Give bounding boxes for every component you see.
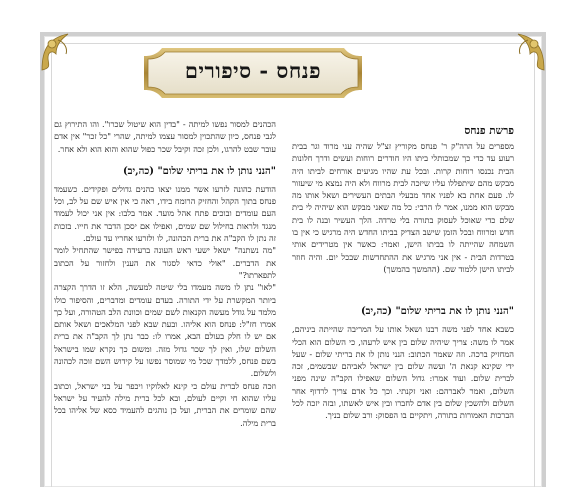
corner-ornament-icon xyxy=(502,30,548,76)
title-plaque xyxy=(140,44,366,102)
intro-paragraph: הכהנים למסור נפשו למיתה - "בדין הוא שיטול שכרו". והו התירוץ גם לגבי פנחס, כיון שהתכוין למסור עצמו למיתה, שהרי "כל זכר" אין אדם עובר שבט להרגו, ולכן זכה וקיבל שכר כפול שהוא והוא הוא ולא אחר. xyxy=(54,119,276,154)
paragraph: הודעת כהונה לזרעו אשר ממנו יצאו כהנים גדולים ופקידים. כשעמד פנחס בתוך הקהל והחזיק הרומח בידו, ראה כי אין איש שם על לב, וכל העם עומדים ובוכים פתח אהל מועד. אמר בלבו: אין אני יכול לעמוד מנגד ולראות בחילול שם שמים, ואפילו אם יסכן הדבר את חייו. בזכות זה נתן לו הקב"ה את ברית הכהונה, לו ולזרעו אחריו עד עולם. xyxy=(54,183,276,244)
left-column xyxy=(54,118,276,458)
corner-ornament-icon xyxy=(38,30,84,76)
right-column xyxy=(292,122,514,452)
page-title: פנחס - סיפורים xyxy=(184,58,322,83)
quote-heading: "הנני נותן לו את בריתי שלום" (כה,יב) xyxy=(360,306,514,318)
quote-body: כשבא אחד לפני משה רבנו ושאל אותו על המריבה שהייתה ביניהם, אמר לו משה: צריך שיהיה שלום בין איש לרעהו, כי השלום הוא הכלי המחזיק ברכה. וזה שאמר הכתוב: הנני נותן לו את בריתי שלום - שעל ידי שקינא קנאת ה' ועשה שלום בין ישראל לאביהם שבשמים, זכה לברית שלום. ועוד אמרו: גדול השלום שאפילו הקב"ה שינה מפני השלום, ואמר לאברהם: ואני זקנתי. וכך כל אדם צריך לרדוף אחר השלום ולהשכין שלום בין אדם לחברו ובין איש לאשתו, ובזה יזכה לכל הברכות האמורות בתורה, ויתקיים בו הפסוק: ורב שלום בניך. xyxy=(292,324,514,421)
section-title: פרשת פנחס xyxy=(464,125,514,137)
quote-heading: "הנני נותן לו את בריתי שלום" (כה,יב) xyxy=(122,165,276,177)
section-body: מספרים על הרה"ק ר' פנחס מקוריץ זצ"ל שהיה עני מרוד וגר בבית רעוע עד כדי כך שמכותלי ביתו היו חודרים רוחות ועשים ודרך חלונות הבית נכנסו רוחות קרות. ובכל עת שהיו מגיעים אורחים לביתו היה מבקש מהם שיתפללו עליו שיזכה לבית מרווח ולא היה נמצא מי שיעזור לו. פעם אחת בא לפניו אחד מבעלי הבתים העשירים ושאל אותו מה מבקש הוא ממנו, אמר לו הרבי: כל מה שאני מבקש הוא שיהיה לי בית שלם כדי שאוכל לעסוק בתורה בלי טרדה. הלך העשיר ובנה לו בית חדש ומרווח ובכל הזמן שישב הצדיק בביתו החדש היה מרגיש כי אין בו השמחה שהייתה לו בביתו הישן, ואמר: כאשר אין מטרידים אותי בטרדות הבית - אין אני מרגיש את ההתחדשות שבכל יום. והיה חוזר לביתו הישן ללמוד שם. (ההמשך בהמשך) xyxy=(292,141,514,274)
paragraph: וזכה פנחס לברית עולם כי קינא לאלוקיו ויכפר על בני ישראל, וכתוב עליו שהוא חי וקיים לעולם, ובא לכל ברית מילה להעיד על ישראל שהם שומרים את הברית, ועל כן נוהגים להעמיד כסא של אליהו בכל ברית מילה. xyxy=(54,380,276,428)
paragraph: "מה נשתנה" ישאל ישעי ראש העונה ברעידה בפישר שהתחיל לומר את הדברים. "אולי כדאי לסגור את הענין ולחזור על הכתוב לתפארתו?" xyxy=(54,245,276,280)
paragraph: "לאו" נתן לו משה מעמדו בלי שיטה למעשה, הלא זו הדרך הקצרה ביותר המקשרת על ידי התורה. בעדם עומדים ומדברים, והסיפור כולו מלמד על גודל מעשה הקנאות לשם שמים וכוונת הלב הטהורה, ועל כך אמרו חז"ל: פנחס הוא אליהו. ובעת שבא לפני המלאכים ושאל אותם אם יש לו חלק בעולם הבא, אמרו לו: כבר נתן לך הקב"ה את ברית השלום שלו, ואין לך שכר גדול מזה. ומשום כך נקרא שמו בישראל בשם פנחס, ללמדך שכל מי שמוסר נפשו על קידוש השם זוכה לכהונה ולשלום. xyxy=(54,282,276,379)
